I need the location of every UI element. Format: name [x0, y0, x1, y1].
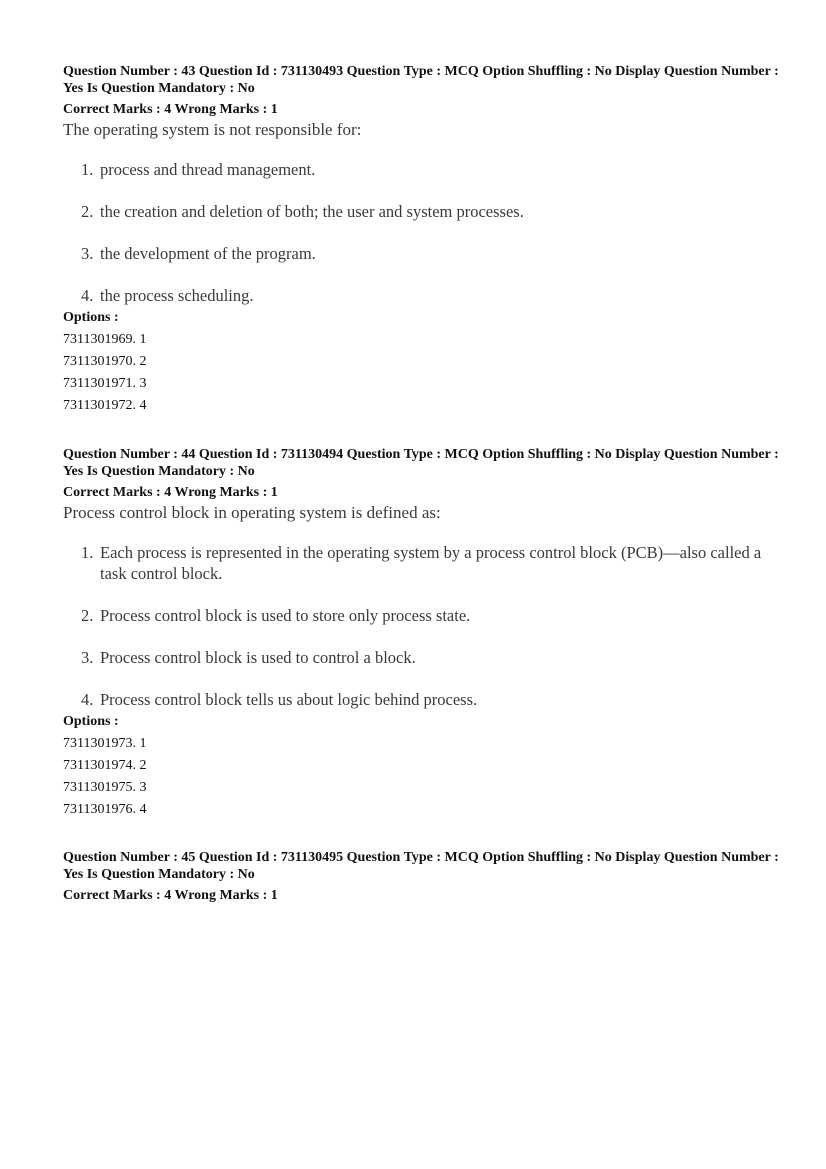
question-block-45: [63, 849, 783, 904]
statement-number: 1.: [81, 160, 94, 179]
question-marks: Correct Marks : 4 Wrong Marks : 1: [63, 485, 278, 500]
answer-option: 7311301970. 2: [63, 354, 147, 369]
question-header: Question Number : 45 Question Id : 731130495 Question Type : MCQ Option Shuffling : No Display Question Number : Yes Is Question Mandatory : No: [63, 850, 779, 882]
statement-text: the development of the program.: [100, 244, 316, 263]
answer-option: 7311301973. 1: [63, 736, 147, 751]
statement-item: [63, 542, 783, 584]
answer-option-list: [63, 331, 783, 414]
statement-number: 3.: [81, 244, 94, 263]
statement-number: 2.: [81, 202, 94, 221]
statement-number: 4.: [81, 286, 94, 305]
statement-text: the creation and deletion of both; the user and system processes.: [100, 202, 524, 221]
statement-text: Process control block is used to store only process state.: [100, 606, 471, 625]
question-block-43: [63, 63, 783, 414]
answer-option-list: [63, 735, 783, 818]
question-marks: Correct Marks : 4 Wrong Marks : 1: [63, 102, 278, 117]
question-block-44: [63, 446, 783, 818]
statement-text: process and thread management.: [100, 160, 316, 179]
answer-option: 7311301976. 4: [63, 802, 147, 817]
question-stem: The operating system is not responsible for:: [63, 120, 362, 139]
statement-item: [63, 605, 783, 626]
statement-item: [63, 689, 783, 710]
answer-option: 7311301971. 3: [63, 376, 147, 391]
statement-item: [63, 201, 783, 222]
question-marks: Correct Marks : 4 Wrong Marks : 1: [63, 888, 278, 903]
statement-item: [63, 243, 783, 264]
statement-text: the process scheduling.: [100, 286, 254, 305]
statement-list: [63, 159, 783, 306]
statement-item: [63, 285, 783, 306]
statement-list: [63, 542, 783, 710]
statement-number: 1.: [81, 543, 94, 562]
options-label: Options :: [63, 714, 119, 729]
statement-number: 3.: [81, 648, 94, 667]
statement-number: 2.: [81, 606, 94, 625]
statement-text: Process control block is used to control a block.: [100, 648, 416, 667]
question-header: Question Number : 43 Question Id : 731130493 Question Type : MCQ Option Shuffling : No Display Question Number : Yes Is Question Mandatory : No: [63, 64, 779, 96]
options-label: Options :: [63, 310, 119, 325]
statement-text: Each process is represented in the operating system by a process control block (PCB)—also called a task control block.: [100, 543, 762, 583]
answer-option: 7311301975. 3: [63, 780, 147, 795]
statement-item: [63, 647, 783, 668]
answer-option: 7311301972. 4: [63, 398, 147, 413]
answer-option: 7311301969. 1: [63, 332, 147, 347]
question-stem: Process control block in operating system is defined as:: [63, 503, 441, 522]
statement-text: Process control block tells us about logic behind process.: [100, 690, 478, 709]
question-header: Question Number : 44 Question Id : 731130494 Question Type : MCQ Option Shuffling : No Display Question Number : Yes Is Question Mandatory : No: [63, 447, 779, 479]
statement-item: [63, 159, 783, 180]
answer-option: 7311301974. 2: [63, 758, 147, 773]
statement-number: 4.: [81, 690, 94, 709]
